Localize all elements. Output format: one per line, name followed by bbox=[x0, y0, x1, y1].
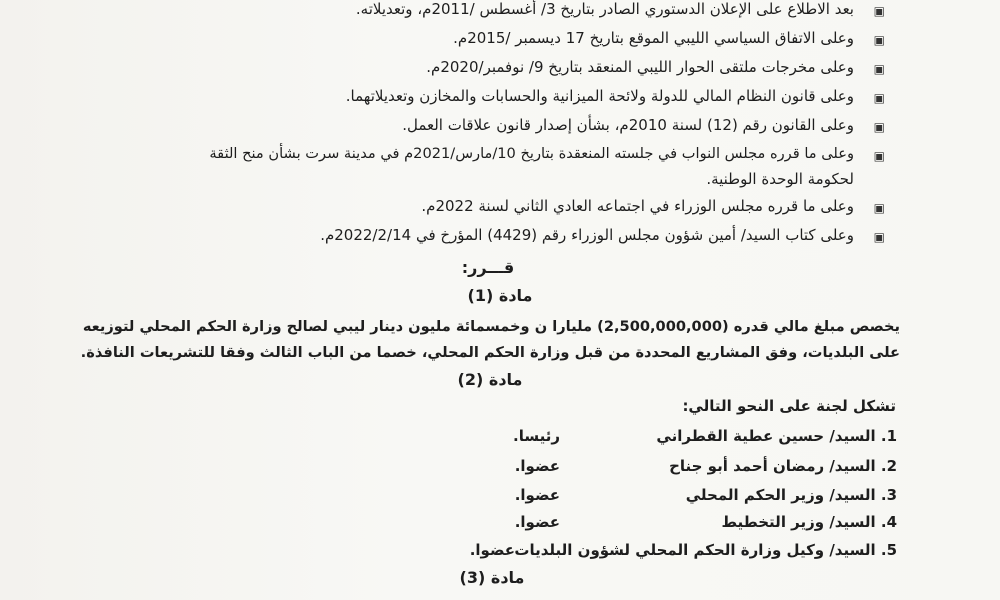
preamble-line-9: وعلى كتاب السيد/ أمين شؤون مجلس الوزراء رقم (4429) المؤرخ في 2022/2/14م. bbox=[320, 226, 854, 244]
committee-member-3: 3. السيد/ وزير الحكم المحلي bbox=[685, 486, 897, 504]
article-1-title: مادة (1) bbox=[467, 286, 533, 305]
committee-role-5: عضوا. bbox=[469, 541, 515, 559]
article-1-line-2: على البلديات، وفق المشاريع المحددة من قبل وزارة الحكم المحلي، خصما من الباب الثالث وفقا للتشريعات النافذة. bbox=[80, 344, 900, 361]
article-2-title: مادة (2) bbox=[457, 370, 523, 389]
committee-member-4: 4. السيد/ وزير التخطيط bbox=[721, 513, 897, 531]
bullet-icon bbox=[874, 93, 885, 104]
bullet-icon bbox=[874, 122, 885, 133]
committee-role-3: عضوا. bbox=[514, 486, 560, 504]
bullet-icon bbox=[874, 35, 885, 46]
bullet-icon bbox=[874, 232, 885, 243]
bullet-icon bbox=[874, 64, 885, 75]
preamble-line-4: وعلى قانون النظام المالي للدولة ولائحة الميزانية والحسابات والمخازن وتعديلاتهما. bbox=[345, 87, 854, 105]
preamble-line-3: وعلى مخرجات ملتقى الحوار الليبي المنعقد بتاريخ 9/ نوفمبر/2020م. bbox=[426, 58, 854, 76]
committee-member-5: 5. السيد/ وكيل وزارة الحكم المحلي لشؤون البلديات bbox=[514, 541, 897, 559]
bullet-icon bbox=[874, 151, 885, 162]
article-2-intro: تشكل لجنة على النحو التالي: bbox=[682, 397, 896, 415]
decision-title: قـــرر: bbox=[461, 258, 515, 277]
committee-role-1: رئيسا. bbox=[513, 427, 560, 445]
preamble-line-2: وعلى الاتفاق السياسي الليبي الموقع بتاريخ 17 ديسمبر /2015م. bbox=[453, 29, 854, 47]
committee-role-2: عضوا. bbox=[514, 457, 560, 475]
preamble-line-5: وعلى القانون رقم (12) لسنة 2010م، بشأن إصدار قانون علاقات العمل. bbox=[402, 116, 854, 134]
bullet-icon bbox=[874, 6, 885, 17]
article-3-title: مادة (3) bbox=[459, 568, 525, 587]
preamble-line-1: بعد الاطلاع على الإعلان الدستوري الصادر بتاريخ 3/ أغسطس /2011م، وتعديلاته. bbox=[355, 0, 854, 18]
bullet-icon bbox=[874, 203, 885, 214]
preamble-line-7: لحكومة الوحدة الوطنية. bbox=[706, 170, 854, 188]
preamble-line-6: وعلى ما قرره مجلس النواب في جلسته المنعقدة بتاريخ 10/مارس/2021م في مدينة سرت بشأن منح الثقة bbox=[209, 145, 854, 162]
preamble-line-8: وعلى ما قرره مجلس الوزراء في اجتماعه العادي الثاني لسنة 2022م. bbox=[421, 197, 854, 215]
article-1-line-1: يخصص مبلغ مالي قدره (2,500,000,000) مليارا ن وخمسمائة مليون دينار ليبي لصالح وزارة الحكم المحلي لتوزيعه bbox=[82, 318, 900, 335]
committee-member-2: 2. السيد/ رمضان أحمد أبو جناح bbox=[669, 457, 897, 475]
committee-member-1: 1. السيد/ حسين عطية القطراني bbox=[656, 427, 897, 445]
committee-role-4: عضوا. bbox=[514, 513, 560, 531]
